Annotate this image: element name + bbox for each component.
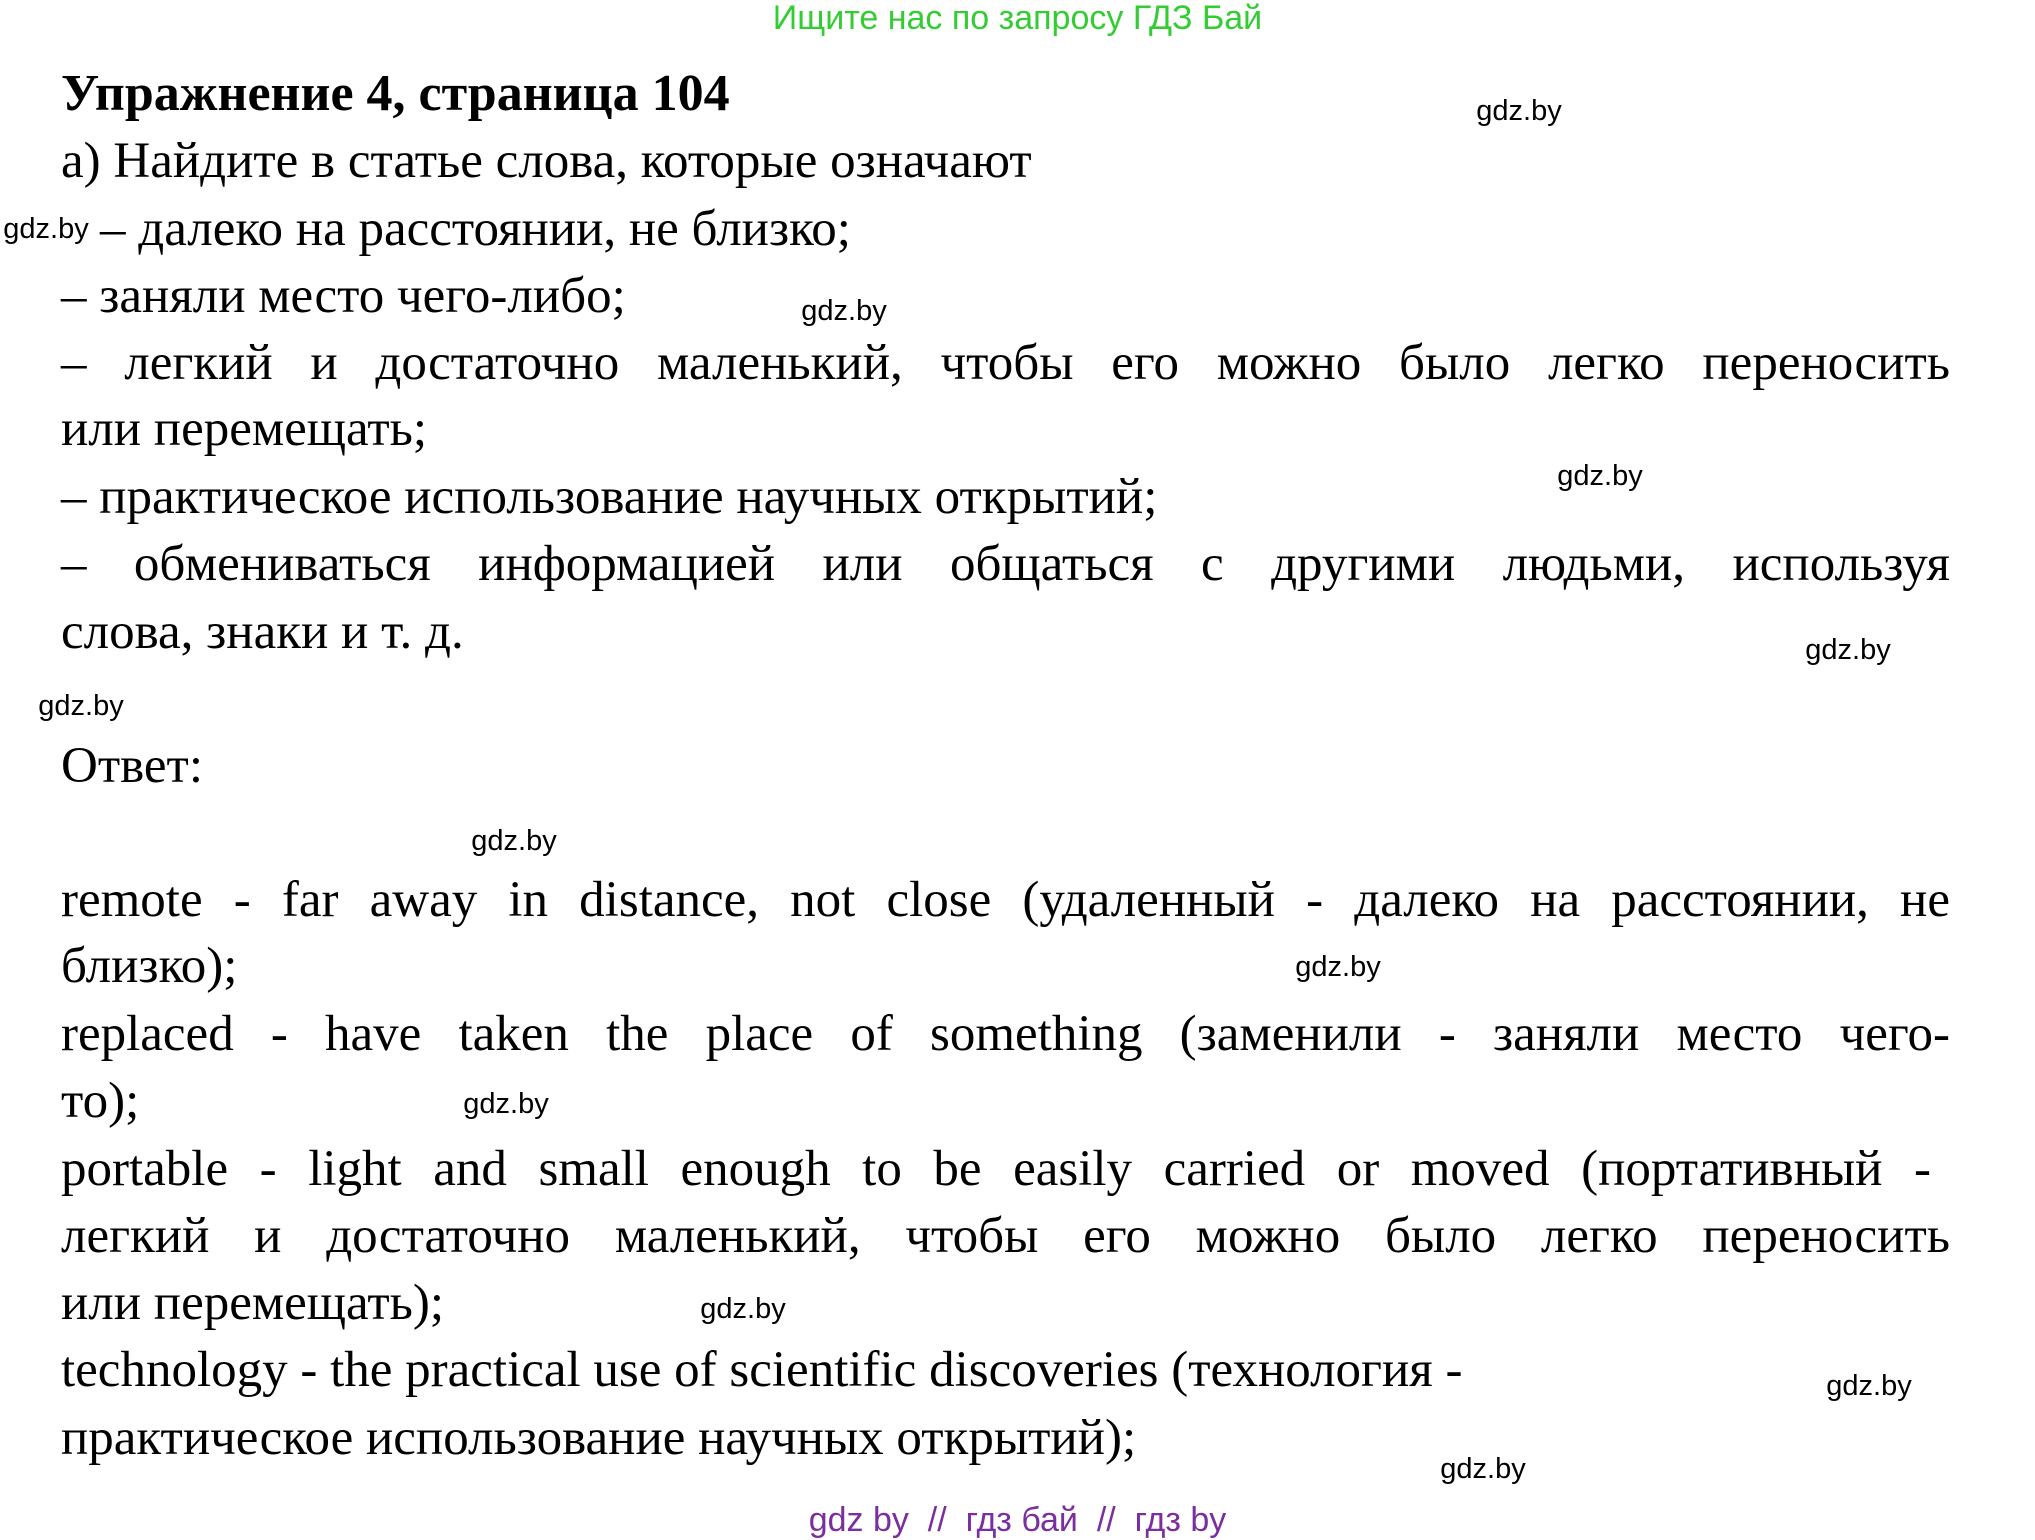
footer-links: gdz by // гдз бай // гдз by (808, 1501, 1227, 1539)
answer-line: легкий и достаточно маленький, чтобы его можно было легко переносить (61, 1208, 1950, 1264)
answer-label: Ответ: (61, 738, 203, 794)
task-line: а) Найдите в статье слова, которые означают (61, 133, 1032, 189)
watermark: gdz.by (801, 295, 887, 327)
exercise-title: Упражнение 4, страница 104 (61, 65, 730, 122)
answer-line: то); (61, 1073, 140, 1129)
answer-line: remote - far away in distance, not close (удаленный - далеко на расстоянии, не (61, 872, 1950, 928)
answer-line: replaced - have taken the place of something (заменили - заняли место чего- (61, 1006, 1950, 1062)
watermark: gdz.by (1440, 1453, 1526, 1485)
watermark: gdz.by (463, 1088, 549, 1120)
watermark: gdz.by (38, 690, 124, 722)
answer-line: практическое использование научных открытий); (61, 1410, 1137, 1466)
watermark: gdz.by (1557, 460, 1643, 492)
task-line: – обмениваться информацией или общаться с другими людьми, используя (61, 536, 1950, 592)
watermark: gdz.by (3, 213, 89, 245)
watermark: gdz.by (1476, 95, 1562, 127)
watermark: gdz.by (1805, 634, 1891, 666)
answer-line: или перемещать); (61, 1275, 445, 1331)
answer-line: technology - the practical use of scientific discoveries (технология - (61, 1342, 1463, 1398)
search-banner: Ищите нас по запросу ГДЗ Бай (772, 0, 1263, 37)
task-line: – заняли место чего-либо; (61, 268, 626, 324)
task-line: или перемещать; (61, 401, 428, 457)
answer-line: близко); (61, 938, 238, 994)
task-line: слова, знаки и т. д. (61, 604, 464, 660)
watermark: gdz.by (1295, 951, 1381, 983)
task-line: – легкий и достаточно маленький, чтобы его можно было легко переносить (61, 335, 1950, 391)
watermark: gdz.by (1826, 1370, 1912, 1402)
task-line: – практическое использование научных открытий; (61, 469, 1158, 525)
task-line: – далеко на расстоянии, не близко; (100, 201, 851, 257)
watermark: gdz.by (471, 825, 557, 857)
watermark: gdz.by (700, 1293, 786, 1325)
answer-line: portable - light and small enough to be easily carried or moved (портативный - (61, 1141, 1931, 1197)
